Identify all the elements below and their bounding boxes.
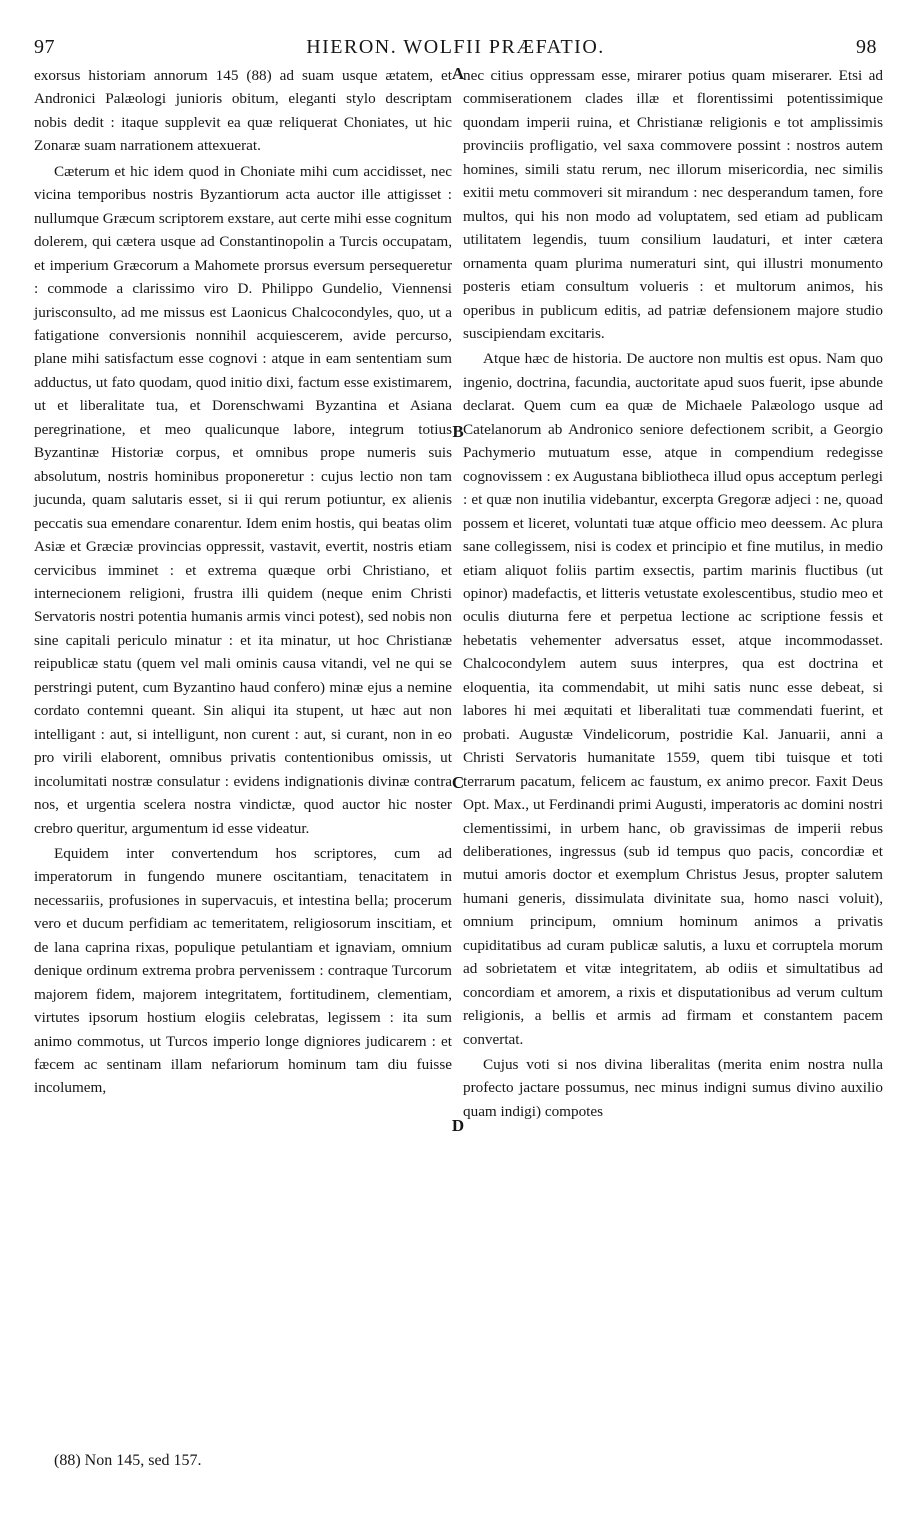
left-column (34, 64, 452, 1100)
left-paragraph-3: Equidem inter convertendum hos scriptores, cum ad imperatorum in fungendo munere oscitantiam, tenacitatem in necessariis, profusiones in supervacuis, et intestina bella; procerum vero et ducum perfidiam ac temeritatem, religiosorum inscitiam, et de lana caprina rixas, populique petulantiam et ignaviam, omnium denique ordinum extrema probra pervenissem : contraque Turcorum majorem fidem, majorem integritatem, fortitudinem, clementiam, virtutes ipsorum hostium elogiis celebratas, legissem : ita sum animo commotus, ut Turcos imperio longe digniores judicarem : et fæcem ac sentinam illam nefariorum hominum tam diu fuisse incolumem, (34, 844, 452, 1097)
running-head (34, 36, 877, 66)
left-paragraph-1: exorsus historiam annorum 145 (88) ad suam usque ætatem, et Andronici Palæologi junioris obitum, eleganti stylo descriptam nobis dedit : itaque supplevit ea quæ reliquerat Choniates, ut hic Zonaræ suam narrationem attexuerat. (34, 67, 452, 155)
left-paragraph-2: Cæterum et hic idem quod in Choniate mihi cum accidisset, nec vicina temporibus nostris Byzantiorum acta auctor ille attigisset : nullumque Græcum scriptorem exstare, aut certe mihi esse cognitum dolerem, qui cætera usque ad Constantinopolin a Turcis occupatam, et imperium Græcorum a Mahomete prorsus eversum persequeretur : commode a clarissimo viro D. Philippo Gundelio, Viennensi jurisconsulto, ad me missus est Laonicus Chalcocondyles, quo, ut a fatigatione conversionis nonnihil acquiescerem, avide percurso, plane mihi satisfactum esse cognovi : atque in eam sententiam sum adductus, ut fato quodam, quod initio dixi, factum esse existimarem, ut et liberalitate tua, et Dorenschwami Byzantina et Asiana peregrinatione, et meo qualicunque labore, integrum totius Byzantinæ Historiæ corpus, et omnibus prope numeris suis absolutum, nostris hominibus proponeretur : cujus lectio non tam jucunda, quam salutaris esset, si ii qui rerum potiuntur, ex alienis peccatis sua emendare conarentur. Idem enim hostis, qui beatas olim Asiæ et Græciæ provincias oppressit, vastavit, evertit, nostris etiam cervicibus imminet : et extrema quæque orbi Christiano, et internecionem religioni, frustra illi quidem (neque enim Christi Servatoris nostri potentia humanis armis vinci potest), sed nobis non sine capitali periculo minatur : et ita minatur, ut hoc Christianæ reipublicæ statu (quem vel mali ominis causa vitandi, vel ne qui se perstringi putent, cum Byzantino haud confero) minæ ejus a nemine cordato contemni queant. Sin aliqui ita stupent, ut hæc aut non intelligant : aut, si intelligunt, non curent : aut, si curant, non in eo pro virili elaborent, omnibus privatis contentionibus omissis, ut incolumitati nostræ consulatur : evidens indignationis divinæ contra nos, et urgentia scelera nostra vindictæ, quod auctor hic noster crebro queritur, argumentum id esse videatur. (34, 162, 452, 837)
section-marker-b: B (452, 422, 464, 441)
section-marker-c: C (451, 773, 465, 792)
page-number-left: 97 (34, 36, 55, 58)
page-title: HIERON. WOLFII PRÆFATIO. (306, 36, 605, 58)
section-marker-a: A (451, 64, 465, 83)
right-column (463, 64, 883, 1123)
right-paragraph-1: nec citius oppressam esse, mirarer potius quam miserarer. Etsi ad commiserationem clades illæ et florentissimi potentissimique quondam imperii ruina, et Christianæ religionis e tot amplissimis provinciis profligatio, vel saxa commovere possint : nostros autem homines, simili statu rerum, nec illorum misericordia, nec similis exitii metu commoveri sit mirandum : nec desperandum tamen, fore multos, qui his non modo ad voluptatem, sed etiam ad publicam utilitatem legendis, tuum consilium laudaturi, et inter cætera ornamenta quam plurima numeraturi sint, qui illustri monumento posteris etiam consultum volueris : et multorum animos, his operibus in publicum editis, ad patriæ defensionem majore studio suscipiendam excitaris. (463, 67, 883, 342)
right-paragraph-2: Atque hæc de historia. De auctore non multis est opus. Nam quo ingenio, doctrina, facundia, auctoritate apud suos fuerit, ipse abunde declarat. Quem cum ea quæ de Michaele Palæologo usque ad Catelanorum ab Andronico seniore defectionem scribit, a Georgio Pachymerio mutuatum esse, atque in compendium redegisse cognovissem : ex Augustana bibliotheca illud opus acceptum perlegi : et quæ non inutilia videbantur, excerpta Gregoræ adjeci : ne, quoad possem et liceret, voluntati tuæ atque officio meo deessem. Ac plura sane collegissem, nisi is codex et principio et fine mutilus, in medio etiam aliquot foliis partim exsectis, partim marinis fluctibus (ut opinor) madefactis, et litteris vetustate exolescentibus, studio meo et oculis diuturna fere et perpetua lectione ac scriptione fessis et hebetatis vehementer adversatus esset, atque incommodasset. Chalcocondylem autem suus interpres, qua est doctrina et eloquentia, ita commendabit, ut mihi satis nunc esse debeat, si labores hi mei æquitati et liberalitati tuæ commendati fuerint, et probati. Augustæ Vindelicorum, postridie Kal. Januarii, anni a Christi Servatoris humanitate 1559, quem tibi tuisque et toti terrarum pacatum, felicem ac faustum, ex animo precor. Faxit Deus Opt. Max., ut Ferdinandi primi Augusti, imperatoris ac domini nostri clementissimi, in urbem hanc, ob gravissimas de imperii rebus deliberationes, ingressus (sub id tempus quo pacis, concordiæ et mutui amoris doctor et exemplum Christus Jesus, propter salutem humani generis, dissimulata divinitate sua, homo nasci voluit), omnium principum, omnium hominum animos a privatis cupiditatibus ad curam publicæ salutis, a luxu et corruptela morum ad sobrietatem et vitæ integritatem, ab odiis et simultatibus ad concordiam et amorem, a rixis et disputationibus ad verum cultum religionis, a bellis et armis ad firmam et constantem pacem convertat. (463, 350, 883, 1048)
right-paragraph-3: Cujus voti si nos divina liberalitas (merita enim nostra nulla profecto jactare possumus, nec minus indigni sumus divino auxilio quam indigi) compotes (463, 1056, 883, 1120)
footnote: (88) Non 145, sed 157. (54, 1452, 202, 1469)
page-number-right: 98 (856, 36, 877, 58)
section-marker-d: D (451, 1116, 465, 1135)
